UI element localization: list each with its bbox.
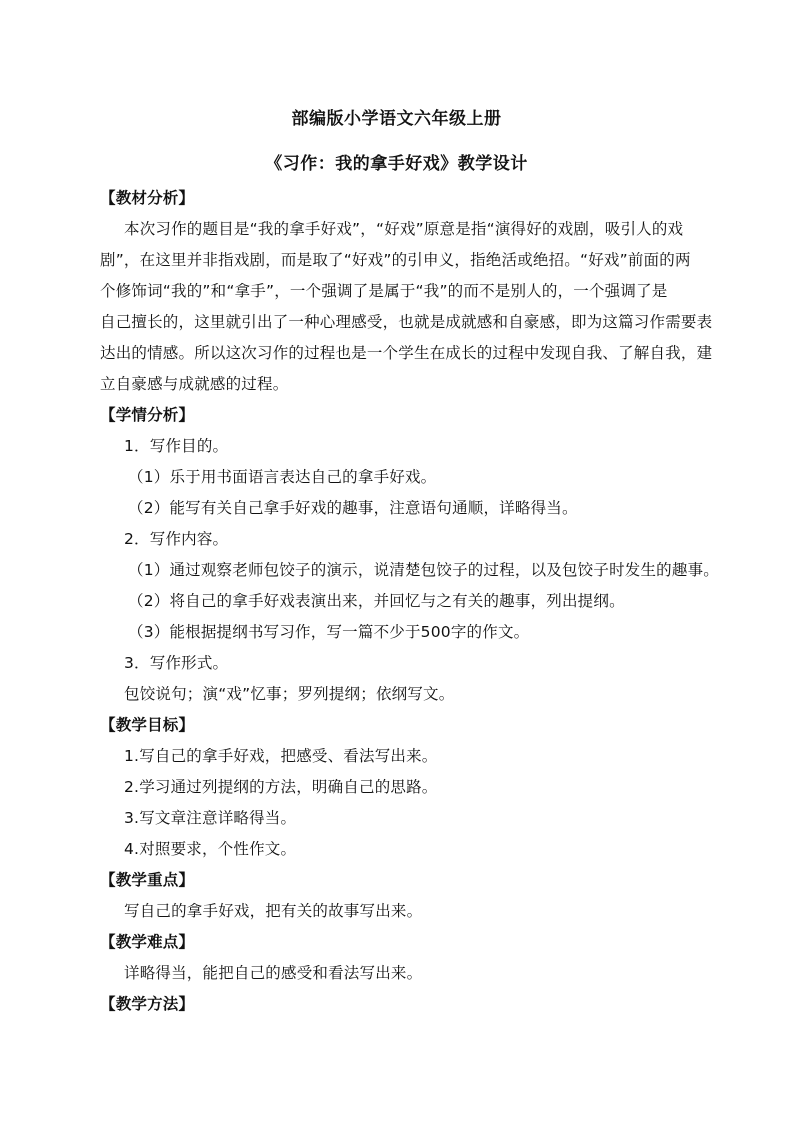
page-title: 部编版小学语文六年级上册 xyxy=(291,109,502,129)
list-item: （1）通过观察老师包饺子的演示，说清楚包饺子的过程，以及包饺子时发生的趣事。 xyxy=(128,561,719,579)
paragraph-line: 达出的情感。所以这次习作的过程也是一个学生在成长的过程中发现自我、了解自我，建 xyxy=(100,344,713,362)
list-item: 3.写文章注意详略得当。 xyxy=(124,809,297,827)
list-item: （2）能写有关自己拿手好戏的趣事，注意语句通顺，详略得当。 xyxy=(128,499,578,517)
list-item: （3）能根据提纲书写习作，写一篇不少于500字的作文。 xyxy=(128,623,530,641)
paragraph-line: 本次习作的题目是“我的拿手好戏”，“好戏”原意是指“演得好的戏剧，吸引人的戏 xyxy=(124,220,684,238)
list-item: （2）将自己的拿手好戏表演出来，并回忆与之有关的趣事，列出提纲。 xyxy=(128,592,625,610)
paragraph-line: 包饺说句；演“戏”忆事；罗列提纲；依纲写文。 xyxy=(124,685,455,703)
section-heading-textbook-analysis: 【教材分析】 xyxy=(100,189,195,207)
paragraph-line: 个修饰词“我的”和“拿手”，一个强调了是属于“我”的而不是别人的，一个强调了是 xyxy=(100,282,668,300)
section-heading-key-points: 【教学重点】 xyxy=(100,871,195,889)
paragraph-line: 写自己的拿手好戏，把有关的故事写出来。 xyxy=(124,902,423,920)
list-item: 3．写作形式。 xyxy=(124,654,229,672)
page-subtitle: 《习作：我的拿手好戏》教学设计 xyxy=(265,154,528,174)
section-heading-teaching-goals: 【教学目标】 xyxy=(100,716,195,734)
paragraph-line: 剧”，在这里并非指戏剧，而是取了“好戏”的引申义，指绝活或绝招。“好戏”前面的两 xyxy=(100,251,691,269)
list-item: 2.学习通过列提纲的方法，明确自己的思路。 xyxy=(124,778,438,796)
list-item: （1）乐于用书面语言表达自己的拿手好戏。 xyxy=(128,468,437,486)
section-heading-teaching-methods: 【教学方法】 xyxy=(100,995,195,1013)
paragraph-line: 自己擅长的，这里就引出了一种心理感受，也就是成就感和自豪感，即为这篇习作需要表 xyxy=(100,313,713,331)
section-heading-difficulties: 【教学难点】 xyxy=(100,933,195,951)
paragraph-line: 立自豪感与成就感的过程。 xyxy=(100,375,289,393)
list-item: 1.写自己的拿手好戏，把感受、看法写出来。 xyxy=(124,747,438,765)
list-item: 2．写作内容。 xyxy=(124,530,229,548)
section-heading-learner-analysis: 【学情分析】 xyxy=(100,406,195,424)
list-item: 4.对照要求，个性作文。 xyxy=(124,840,297,858)
list-item: 1．写作目的。 xyxy=(124,437,229,455)
paragraph-line: 详略得当，能把自己的感受和看法写出来。 xyxy=(124,964,423,982)
